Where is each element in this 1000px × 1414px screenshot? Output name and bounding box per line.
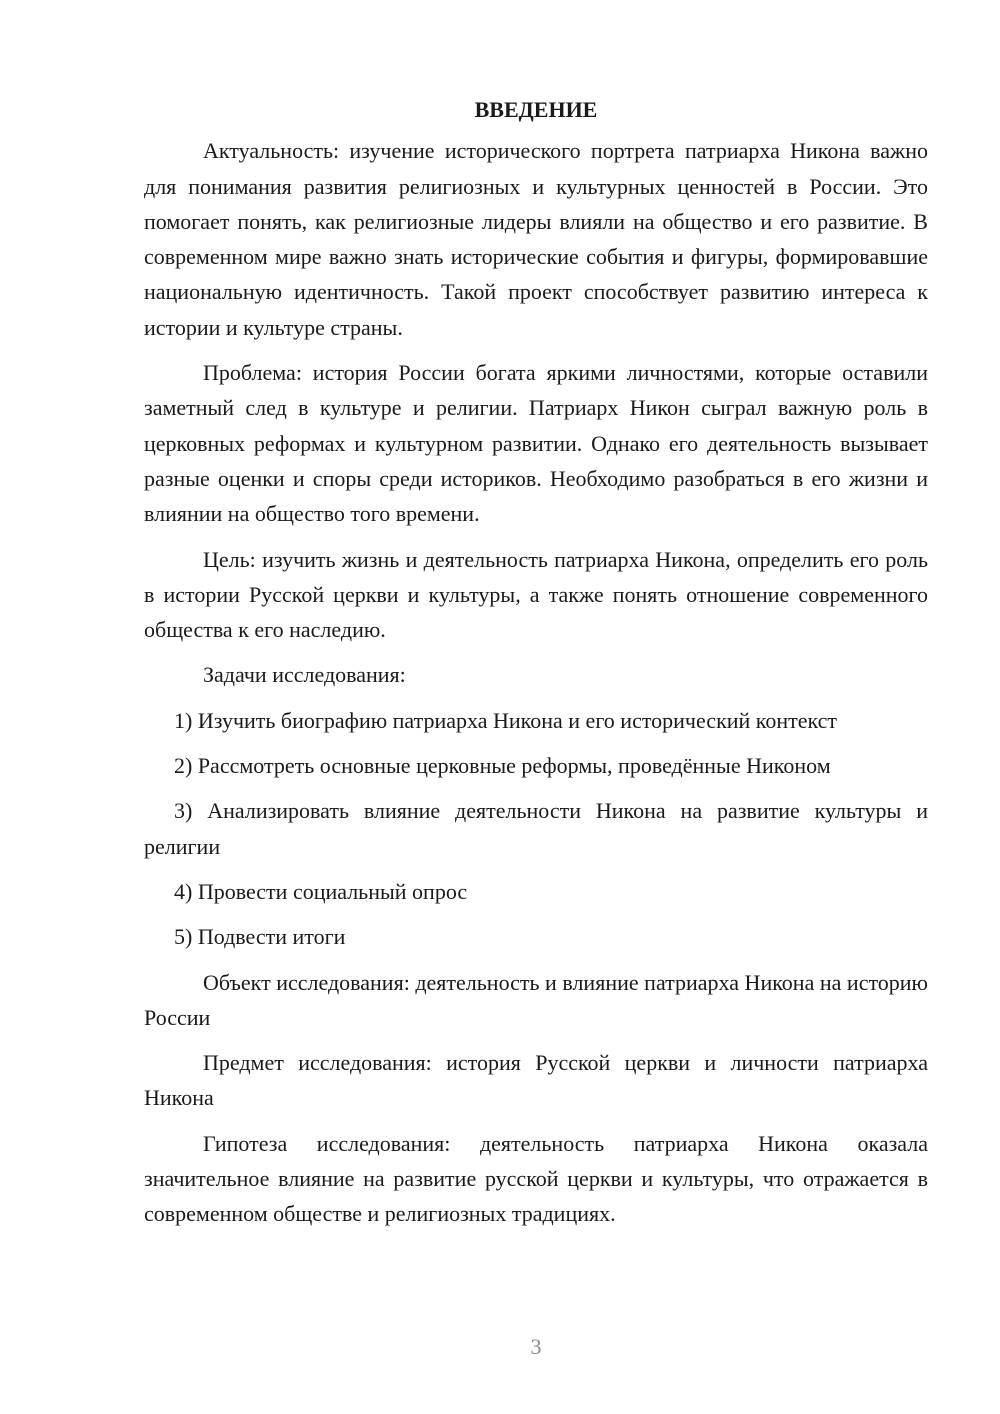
task-item: 2) Рассмотреть основные церковные реформы, проведённые Никоном [174,753,831,779]
paragraph-subject: Предмет исследования: история Русской церкви и личности патриарха Никона [144,1050,928,1111]
section-title: ВВЕДЕНИЕ [474,97,598,122]
paragraph-problem: Проблема: история России богата яркими личностями, которые оставили заметный след в культуре и религии. Патриарх Никон сыграл важную роль в церковных реформах и культурном развитии. Однако его деятельность вызывает разные оценки и споры среди историков. Необходимо разобраться в его жизни и влиянии на общество того времени. [144,360,928,527]
task-item: 1) Изучить биографию патриарха Никона и его исторический контекст [174,707,838,733]
task-item: 3) Анализировать влияние деятельности Никона на развитие культуры и религии [144,798,928,859]
paragraph-hypothesis: Гипотеза исследования: деятельность патриарха Никона оказала значительное влияние на развитие русской церкви и культуры, что отражается в современном обществе и религиозных традициях. [144,1130,928,1227]
task-item: 4) Провести социальный опрос [174,878,468,904]
paragraph-tasks-heading: Задачи исследования: [203,662,406,688]
document-page [144,92,928,1242]
paragraph-object: Объект исследования: деятельность и влияние патриарха Никона на историю России [144,969,928,1030]
task-item: 5) Подвести итоги [174,924,346,950]
paragraph-goal: Цель: изучить жизнь и деятельность патриарха Никона, определить его роль в истории Русской церкви и культуры, а также понять отношение современного общества к его наследию. [144,546,928,643]
paragraph-relevance: Актуальность: изучение исторического портрета патриарха Никона важно для понимания развития религиозных и культурных ценностей в России. Это помогает понять, как религиозные лидеры влияли на общество и его развитие. В современном мире важно знать исторические события и фигуры, формировавшие национальную идентичность. Такой проект способствует развитию интереса к истории и культуре страны. [144,138,928,340]
page-number: 3 [530,1334,542,1359]
